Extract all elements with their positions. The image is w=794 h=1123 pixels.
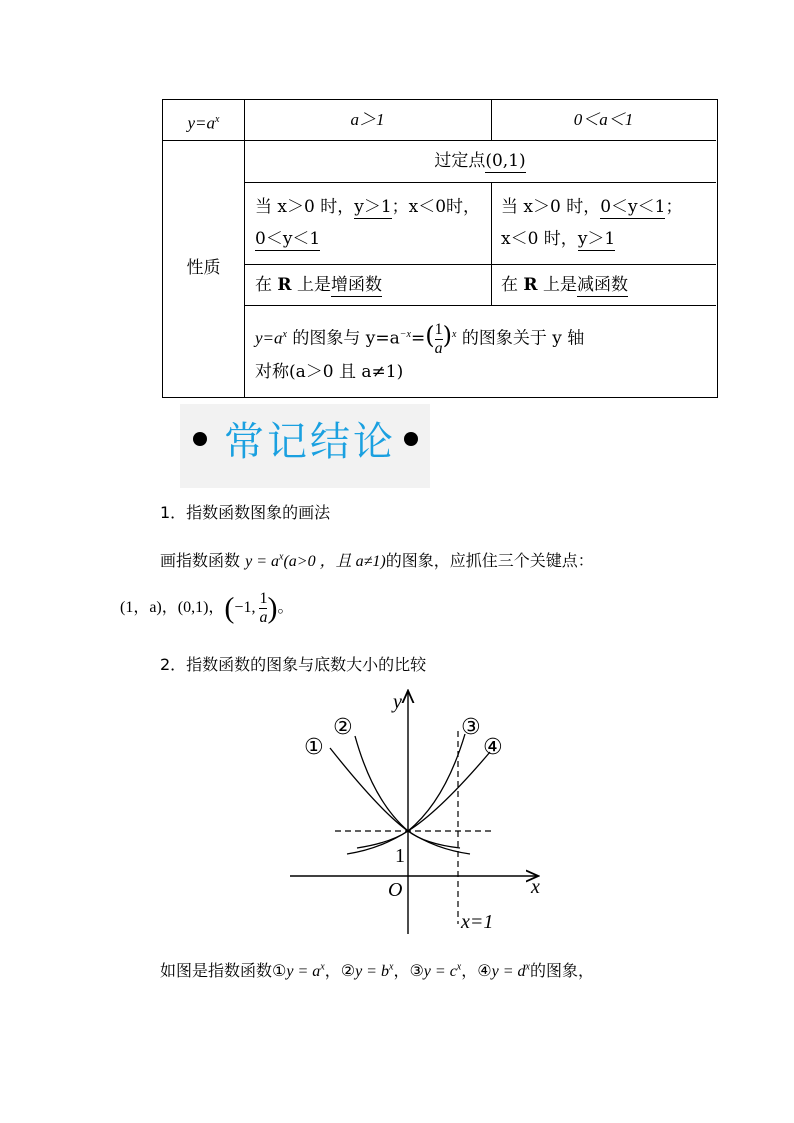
monotonic-decreasing-cell <box>501 269 716 301</box>
sec1-formula: y = a <box>245 553 280 570</box>
header-function-sup: x <box>215 114 220 125</box>
range2-text-c: x＜0 时， <box>501 229 578 249</box>
table-divider <box>244 182 716 183</box>
mono2-underline: 减函数 <box>576 275 628 295</box>
mono1-text-r: R <box>277 275 292 295</box>
line-x1-label: x=1 <box>461 911 494 933</box>
header-a-greater-1: a＞1 <box>350 110 385 129</box>
fixed-point-prefix: 过定点 <box>434 151 486 171</box>
sym-func-a: y=a <box>255 328 283 348</box>
section2-bottom-line <box>160 958 594 981</box>
sym-sup-2: −x <box>399 329 411 340</box>
banner-title: 常记结论 <box>224 419 396 465</box>
range1-text-a: 当 x＞0 时， <box>255 197 355 217</box>
properties-table <box>162 99 718 398</box>
mono1-text-c: 上是 <box>291 275 331 295</box>
func-2-sup: x <box>388 961 394 973</box>
sym-sup-3: x <box>451 329 457 340</box>
curve-label-4: ④ <box>483 735 503 760</box>
fixed-point-cell <box>244 145 716 177</box>
range2-text-b: ； <box>665 197 683 217</box>
bottom-text-a: 如图是指数函数 <box>160 961 273 980</box>
curve-label-2: ② <box>333 715 353 740</box>
symmetry-cell: $y=a^x$ 的图象与 $y=a^{-x}=$( $\frac{1}{a}$ )$^x$ 的图象关于 y 轴 对称(a＞0 且 a≠1) <box>255 320 585 382</box>
fixed-point-value: (0,1) <box>485 151 526 171</box>
table-divider <box>163 140 716 141</box>
keypoints-frac-denominator: a <box>259 609 268 626</box>
range2-text-a: 当 x＞0 时， <box>501 197 601 217</box>
mono1-text-a: 在 <box>255 275 278 295</box>
section1-heading: 1．指数函数图象的画法 <box>160 503 331 522</box>
keypoints-text-b: −1, <box>234 599 256 617</box>
bullet-dot-right <box>404 432 418 446</box>
curve-1 <box>330 748 470 854</box>
range1-underline-b: 0＜y＜1 <box>255 229 321 249</box>
func-1: y = a <box>286 963 321 980</box>
func-4-sup: x <box>525 961 530 973</box>
sec1-text-d: 的图象，应抓住三个关键点： <box>385 551 594 570</box>
func-4: y = d <box>491 963 526 980</box>
section1-keypoints: (1，a)，(0,1)，(−1, $\frac{1}{a}$ )。 <box>120 590 294 626</box>
sym-frac-denominator: a <box>434 339 443 357</box>
func-1-sup: x <box>320 961 325 973</box>
func-3-sup: x <box>456 961 462 973</box>
one-label: 1 <box>395 845 405 867</box>
header-a-between-0-1: 0＜a＜1 <box>573 110 634 129</box>
curve-label-1: ① <box>304 735 324 760</box>
header-function-text: y=a <box>187 113 216 133</box>
keypoints-frac-numerator: 1 <box>259 590 268 607</box>
header-function <box>163 104 244 140</box>
func-2: y = b <box>355 963 389 980</box>
circle-4: ，④ <box>461 961 492 980</box>
range1-text-b: ；x＜0时， <box>391 197 481 217</box>
table-divider <box>244 264 716 265</box>
sec1-text-a: 画指数函数 <box>160 551 241 570</box>
range1-underline-a: y＞1 <box>354 197 392 217</box>
circle-3: ，③ <box>393 961 424 980</box>
range2-underline-a: 0＜y＜1 <box>600 197 666 217</box>
sym-sup-1: x <box>282 329 287 340</box>
conclusion-banner <box>180 404 430 488</box>
y-axis-label: y <box>393 691 402 713</box>
table-divider <box>244 305 716 306</box>
circle-1: ① <box>272 961 287 980</box>
sym-line-2: 对称(a＞0 且 a≠1) <box>255 361 404 382</box>
func-3: y = c <box>423 963 457 980</box>
row-label-properties: 性质 <box>186 258 221 278</box>
sym-text-d: 的图象关于 y 轴 <box>456 328 585 349</box>
sym-fraction <box>435 321 443 358</box>
keypoints-text-c: 。 <box>277 599 294 617</box>
monotonic-increasing-cell <box>255 269 491 301</box>
sec1-text-c: a≠1) <box>351 553 386 570</box>
range2-underline-b: y＞1 <box>577 229 616 249</box>
section2-heading: 2．指数函数的图象与底数大小的比较 <box>160 655 427 674</box>
keypoints-text-a: (1，a)，(0,1)， <box>120 599 225 617</box>
bottom-text-b: 的图象， <box>529 961 594 980</box>
curve-4 <box>347 752 490 854</box>
origin-label: O <box>388 879 403 901</box>
range-cell-a-lt-1 <box>501 191 716 255</box>
sec1-formula-sup: x <box>279 551 284 563</box>
mono2-text-a: 在 <box>501 275 524 295</box>
sec1-text-b: (a>0 ，且 <box>283 553 352 570</box>
sym-text-c: = <box>410 328 426 349</box>
exponential-graph <box>285 686 545 936</box>
x-axis-label: x <box>531 876 540 898</box>
mono1-underline: 增函数 <box>330 275 382 295</box>
curve-label-3: ③ <box>461 715 481 740</box>
sym-frac-numerator: 1 <box>434 320 443 338</box>
circle-2: ，② <box>324 961 356 980</box>
range-cell-a-gt-1 <box>255 191 491 255</box>
section1-paragraph <box>160 548 594 571</box>
table-divider <box>491 182 492 306</box>
mono2-text-c: 上是 <box>537 275 577 295</box>
mono2-text-r: R <box>523 275 538 295</box>
bullet-dot-left <box>193 432 207 446</box>
sym-text-b: 的图象与 y=a <box>286 328 400 349</box>
